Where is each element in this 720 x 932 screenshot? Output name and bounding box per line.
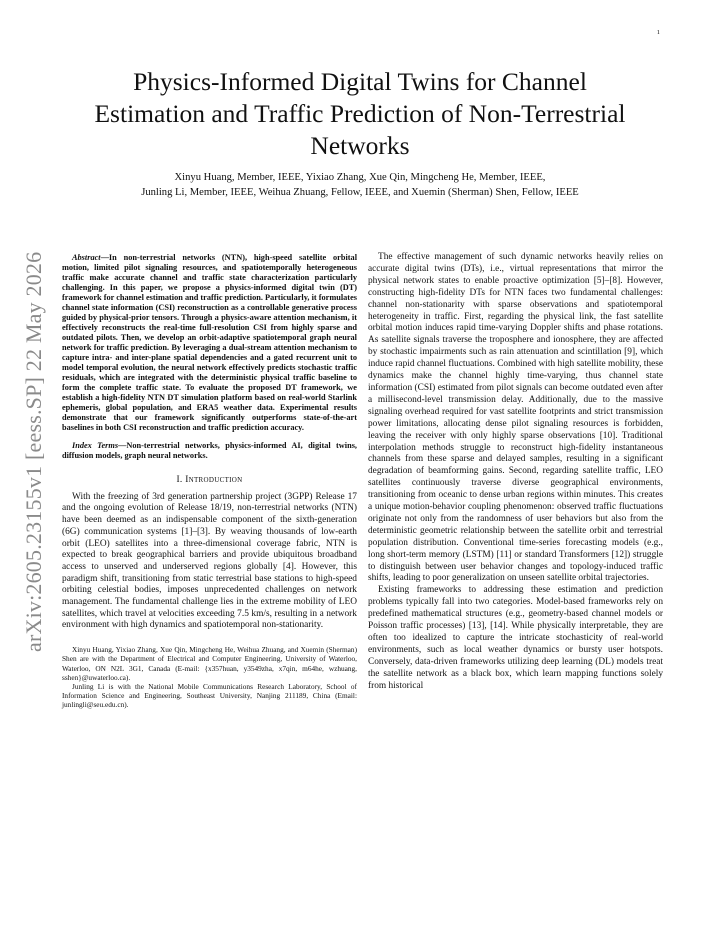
- body-paragraph: The effective management of such dynamic networks heavily relies on accurate digital twins (DTs), i.e., virtual representations that mirror the physical network states to enable proactive optimization [5]–[8]. However, constructing high-fidelity DTs for NTN faces two fundamental challenges: channel non-stationarity with sparse observations and spatiotemporal heterogeneity in traffic. First, regarding the physical link, the fast satellite orbital motion induces rapid time-varying Doppler shifts and phase rotations. As satellite signals traverse the troposphere and ionosphere, they are affected by stochastic impairments such as rain attenuation and scintillation [9], which induce rapid channel fluctuations. Combined with high satellite mobility, these dynamics make the channel highly time-varying, thus channel state information (CSI) estimated from pilot signals can become outdated even after a millisecond-level transmission delay. Additionally, due to the massive signaling overhead required for vast satellite footprints and strict transmission power limitations, allocating dense pilot signaling resources is forbidden, leaving the receiver with only highly sparse observations [10]. Traditional interpolation methods struggle to reconstruct high-fidelity instantaneous channels from these sparse and delayed samples, resulting in a significant degradation of beamforming gains. Second, regarding satellite traffic, LEO satellites continuously traverse diverse geographical environments, transitioning from oceanic to dense urban regions within minutes. This creates a unique motion-behavior coupling phenomenon: observed traffic fluctuations originate not only from the randomness of user behaviors but also from the deterministic geometric relationship between the satellite orbit and terrestrial population distribution. Conventional time-series forecasting models (e.g., long short-term memory (LSTM) [11] or standard Transformers [12]) struggle to distinguish between user behavior changes and topology-induced traffic shifts, leading to poor generalization on unseen satellite orbital trajectories.: [368, 252, 663, 584]
- index-terms-text: —Non-terrestrial networks, physics-informed AI, digital twins, diffusion models, graph neural networks.: [62, 441, 357, 460]
- abstract-label: Abstract: [72, 253, 101, 262]
- author-line: Junling Li, Member, IEEE, Weihua Zhuang, Fellow, IEEE, and Xuemin (Sherman) Shen, Fellow, IEEE: [141, 187, 579, 198]
- index-terms-label: Index Terms: [72, 441, 119, 450]
- abstract-text: —In non-terrestrial networks (NTN), high-speed satellite orbital motion, limited pilot signaling resources, and spatiotemporally heterogeneous traffic make accurate channel and traffic state characterization particularly challenging. In this paper, we propose a physics-informed digital twin (DT) framework for channel estimation and traffic prediction. Particularly, it formulates channel state information (CSI) reconstruction as a controllable generative process guided by physical-prior tensors. Through a physics-aware attention mechanism, it effectively reconstructs the real-time full-resolution CSI from highly sparse and outdated pilots. Then, we develop an orbit-adaptive spatiotemporal graph neural network for traffic prediction. By leveraging a dual-stream attention mechanism to capture intra- and inter-plane spatial dependencies and a gated recurrent unit to model temporal evolution, the neural network effectively predicts stochastic traffic residuals, which are integrated with the deterministic physical traffic baseline to form the complete traffic state. To evaluate the proposed DT framework, we establish a high-fidelity NTN DT simulation platform based on real-world Starlink ephemeris, global population, and ERA5 weather data. Experimental results demonstrate that our framework significantly outperforms state-of-the-art baselines in both CSI reconstruction and traffic prediction accuracy.: [62, 253, 357, 432]
- section-heading: I. Introduction: [176, 475, 243, 485]
- intro-paragraph: With the freezing of 3rd generation partnership project (3GPP) Release 17 and the ongoing evolution of Release 18/19, non-terrestrial networks (NTN) have been deemed as an indispensable component of the sixth-generation (6G) communication systems [1]–[3]. By weaving thousands of low-earth orbit (LEO) satellites into a three-dimensional coverage fabric, NTN is expected to break geographical barriers and provide ubiquitous broadband access to unserved and underserved regions globally [4]. However, this paradigm shift, transitioning from static terrestrial base stations to high-speed orbiting celestial bodies, imposes unprecedented challenges on network management. The fundamental challenge lies in the extreme mobility of LEO satellites, which travel at velocities exceeding 7.5 km/s, resulting in a network environment with high dynamics and spatiotemporal non-stationarity.: [62, 491, 357, 631]
- abstract: [62, 253, 357, 433]
- arxiv-identifier: arXiv:2605.23155v1 [eess.SP] 22 May 2026: [21, 251, 46, 652]
- paper-title: [0, 66, 720, 162]
- title-line: Estimation and Traffic Prediction of Non-Terrestrial: [94, 99, 626, 128]
- affiliation-paragraph: Junling Li is with the National Mobile Communications Research Laboratory, School of Information Science and Engineering, Southeast University, Nanjing 211189, China (Email: junlingli@seu.edu.cn).: [62, 681, 357, 710]
- author-list: [0, 170, 720, 200]
- right-column: [368, 252, 663, 693]
- author-line: Xinyu Huang, Member, IEEE, Yixiao Zhang, Xue Qin, Mingcheng He, Member, IEEE,: [174, 172, 546, 183]
- page-number: 1: [656, 29, 660, 36]
- title-line: Networks: [310, 131, 410, 160]
- affiliation-footnote: [62, 645, 357, 709]
- body-paragraph: Existing frameworks to addressing these estimation and prediction problems typically fall into two categories. Model-based frameworks rely on predefined mathematical structures (e.g., geometry-based channel models or Poisson traffic processes) [13], [14]. While physically interpretable, they are often too idealized to capture the intricate stochasticity of real-world environments, such as local weather dynamics or bursty user hotspots. Conversely, data-driven frameworks utilizing deep learning (DL) models treat the satellite network as a black box, which learn mapping functions solely from historical: [368, 585, 663, 691]
- title-line: Physics-Informed Digital Twins for Channel: [133, 67, 587, 96]
- left-column: [62, 253, 357, 710]
- index-terms: [62, 441, 357, 461]
- affiliation-paragraph: Xinyu Huang, Yixiao Zhang, Xue Qin, Mingcheng He, Weihua Zhuang, and Xuemin (Sherman) Shen are with the Department of Electrical and Computer Engineering, University of Waterloo, Waterloo, ON N2L 3G1, Canada (E-mail: {x357huan, y3549zha, x7qin, m64he, wzhuang, sshen}@uwaterloo.ca).: [62, 645, 357, 682]
